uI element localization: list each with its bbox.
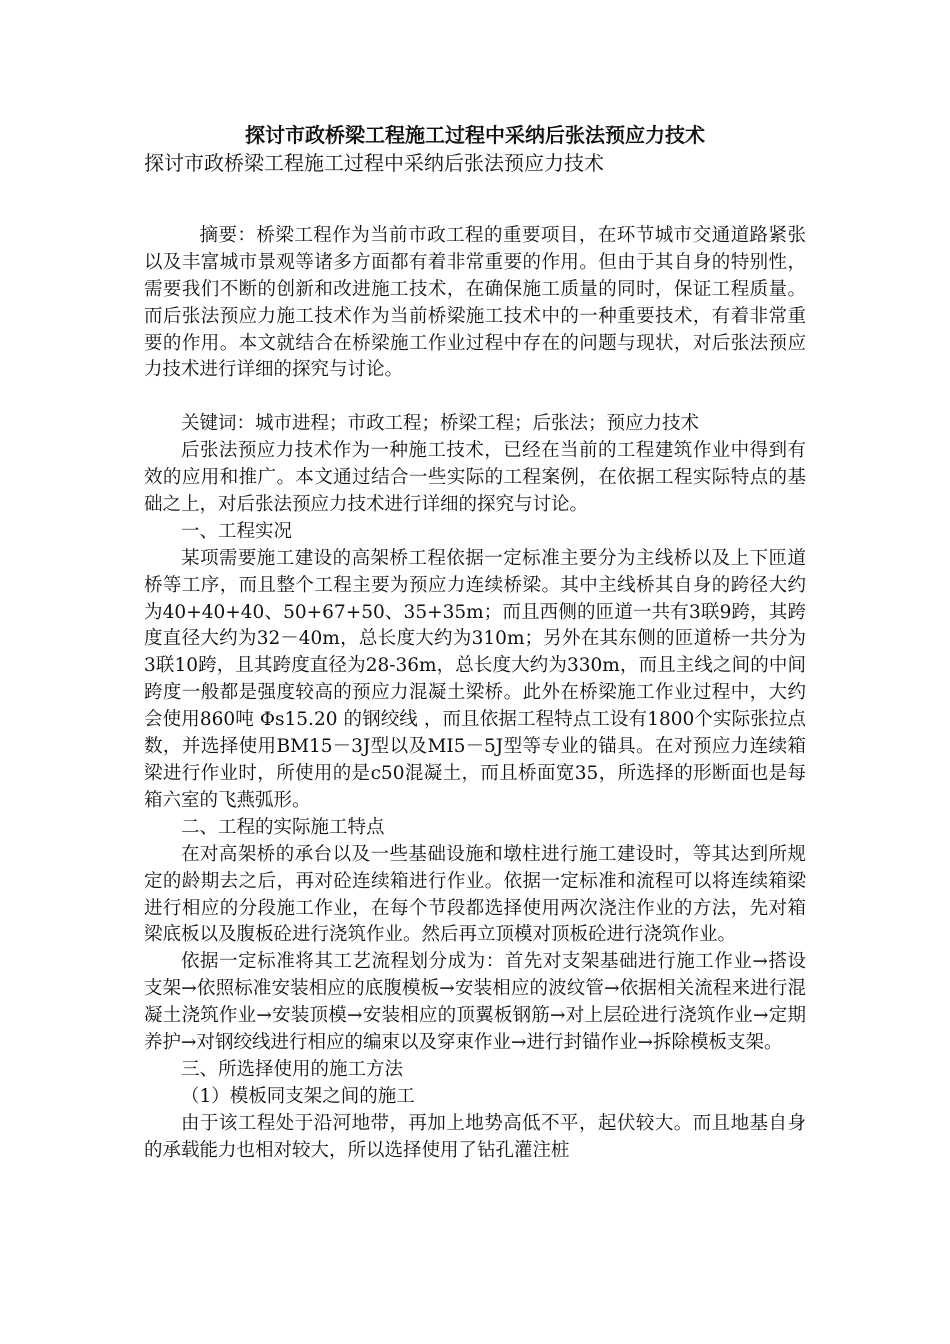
section-heading-1: 一、工程实况 [181,520,293,542]
document-title: 探讨市政桥梁工程施工过程中采纳后张法预应力技术 [245,123,705,147]
section-heading-2: 二、工程的实际施工特点 [181,816,385,838]
intro-paragraph: 后张法预应力技术作为一种施工技术，已经在当前的工程建筑作业中得到有效的应用和推广。本文通过结合一些实际的工程案例，在依据工程实际特点的基础之上，对后张法预应力技术进行详细的探究与讨论。 [144,440,806,515]
body-paragraph: 依据一定标准将其工艺流程划分成为：首先对支架基础进行施工作业→搭设支架→依照标准安装相应的底腹模板→安装相应的波纹管→依据相关流程来进行混凝土浇筑作业→安装顶模→安装相应的顶翼板钢筋→对上层砼进行浇筑作业→定期养护→对钢绞线进行相应的编束以及穿束作业→进行封锚作业→拆除模板支架。 [144,951,806,1054]
subsection-heading: （1）模板同支架之间的施工 [181,1085,415,1107]
body-paragraph: 在对高架桥的承台以及一些基础设施和墩柱进行施工建设时，等其达到所规定的龄期去之后，再对砼连续箱进行作业。依据一定标准和流程可以将连续箱梁进行相应的分段施工作业，在每个节段都选择使用两次浇注作业的方法，先对箱梁底板以及腹板砼进行浇筑作业。然后再立顶模对顶板砼进行浇筑作业。 [144,843,806,946]
body-paragraph: 某项需要施工建设的高架桥工程依据一定标准主要分为主线桥以及上下匝道桥等工序，而且整个工程主要为预应力连续桥梁。其中主线桥其自身的跨径大约为40+40+40、50+67+50、35+35m；而且西侧的匝道一共有3联9跨，其跨度直径大约为32－40m，总长度大约为310m；另外在其东侧的匝道桥一共分为3联10跨，且其跨度直径为28-36m，总长度大约为330m，而且主线之间的中间跨度一般都是强度较高的预应力混凝土梁桥。此外在桥梁施工作业过程中，大约会使用860吨 Φs15.20 的钢绞线 ，而且依据工程特点工设有1800个实际张拉点数，并选择使用BM15－3J型以及MI5－5J型等专业的锚具。在对预应力连续箱梁进行作业时，所使用的是c50混凝土，而且桥面宽35，所选择的形断面也是每箱六室的飞燕弧形。 [144,547,806,811]
body-paragraph: 由于该工程处于沿河地带，再加上地势高低不平，起伏较大。而且地基自身的承载能力也相对较大，所以选择使用了钻孔灌注桩 [144,1112,806,1161]
document-subtitle: 探讨市政桥梁工程施工过程中采纳后张法预应力技术 [144,151,604,175]
document-body [144,196,806,1165]
keywords-paragraph: 关键词：城市进程；市政工程；桥梁工程；后张法；预应力技术 [181,413,700,435]
section-heading-3: 三、所选择使用的施工方法 [181,1058,404,1080]
abstract-paragraph: 摘要：桥梁工程作为当前市政工程的重要项目，在环节城市交通道路紧张以及丰富城市景观等诸多方面都有着非常重要的作用。但由于其自身的特别性，需要我们不断的创新和改进施工技术，在确保施工质量的同时，保证工程质量。而后张法预应力施工技术作为当前桥梁施工技术中的一种重要技术，有着非常重要的作用。本文就结合在桥梁施工作业过程中存在的问题与现状，对后张法预应力技术进行详细的探究与讨论。 [144,224,806,381]
